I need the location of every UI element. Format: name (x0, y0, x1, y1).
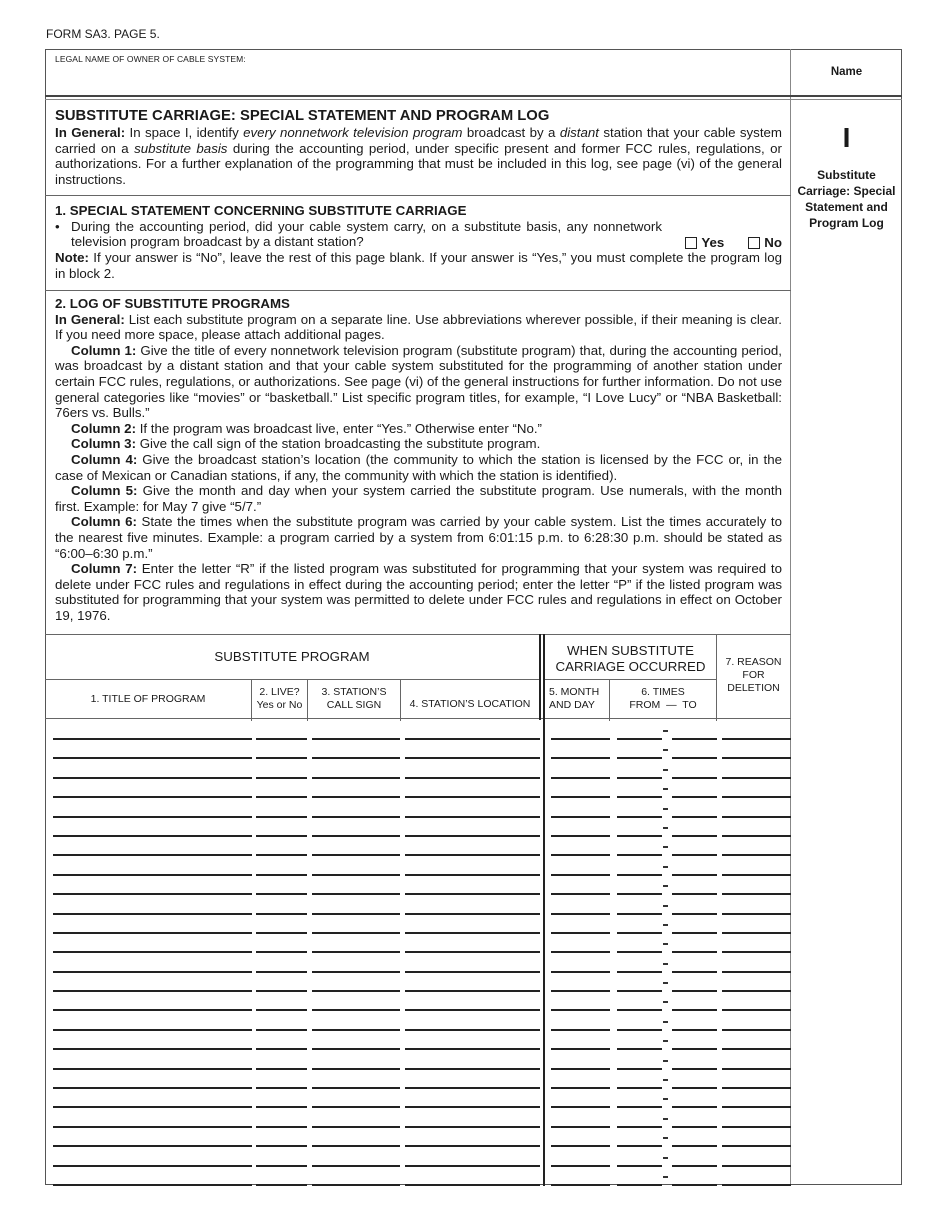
row-21-time-to-field[interactable] (672, 1126, 717, 1128)
row-23-location-field[interactable] (405, 1165, 540, 1167)
row-21-location-field[interactable] (405, 1126, 540, 1128)
row-14-reason-field[interactable] (722, 990, 791, 992)
row-7-call-sign-field[interactable] (312, 854, 400, 856)
intro-text: station that your cable system carried on a (55, 125, 782, 156)
row-16-month-day-field[interactable] (551, 1029, 610, 1031)
row-4-time-from-field[interactable] (617, 796, 662, 798)
row-13-month-day-field[interactable] (551, 971, 610, 973)
column-7-instruction (55, 561, 782, 623)
row-9-location-field[interactable] (405, 893, 540, 895)
row-5-time-to-field[interactable] (672, 816, 717, 818)
row-16-live-field[interactable] (256, 1029, 307, 1031)
row-3-location-field[interactable] (405, 777, 540, 779)
section-1-question (55, 219, 782, 250)
row-9-time-to-field[interactable] (672, 893, 717, 895)
row-19-reason-field[interactable] (722, 1087, 791, 1089)
time-dash-icon (663, 1001, 668, 1003)
row-14-title-field[interactable] (53, 990, 252, 992)
row-9-live-field[interactable] (256, 893, 307, 895)
row-20-location-field[interactable] (405, 1106, 540, 1108)
time-dash-icon (663, 846, 668, 848)
row-15-title-field[interactable] (53, 1009, 252, 1011)
row-24-live-field[interactable] (256, 1184, 307, 1186)
instruction-lead: Column 2: (71, 420, 137, 436)
row-18-time-to-field[interactable] (672, 1068, 717, 1070)
header-divider-thin (45, 99, 902, 100)
time-dash-icon (663, 749, 668, 751)
time-dash-icon (663, 1098, 668, 1100)
row-15-call-sign-field[interactable] (312, 1009, 400, 1011)
row-6-location-field[interactable] (405, 835, 540, 837)
row-24-time-from-field[interactable] (617, 1184, 662, 1186)
row-7-title-field[interactable] (53, 854, 252, 856)
row-20-month-day-field[interactable] (551, 1106, 610, 1108)
row-6-time-to-field[interactable] (672, 835, 717, 837)
row-20-time-to-field[interactable] (672, 1106, 717, 1108)
time-dash-icon (663, 808, 668, 810)
row-4-live-field[interactable] (256, 796, 307, 798)
row-2-reason-field[interactable] (722, 757, 791, 759)
row-17-call-sign-field[interactable] (312, 1048, 400, 1050)
row-14-call-sign-field[interactable] (312, 990, 400, 992)
col-call-line: 3. STATION’S (321, 686, 387, 698)
row-1-reason-field[interactable] (722, 738, 791, 740)
bullet-icon: • (55, 218, 60, 234)
row-13-call-sign-field[interactable] (312, 971, 400, 973)
row-2-title-field[interactable] (53, 757, 252, 759)
row-8-reason-field[interactable] (722, 874, 791, 876)
row-24-location-field[interactable] (405, 1184, 540, 1186)
row-7-location-field[interactable] (405, 854, 540, 856)
row-4-call-sign-field[interactable] (312, 796, 400, 798)
yes-checkbox[interactable] (685, 237, 697, 249)
row-17-live-field[interactable] (256, 1048, 307, 1050)
time-dash-icon (663, 827, 668, 829)
row-8-month-day-field[interactable] (551, 874, 610, 876)
page-title: SUBSTITUTE CARRIAGE: SPECIAL STATEMENT AND PROGRAM LOG (55, 108, 550, 124)
row-8-time-from-field[interactable] (617, 874, 662, 876)
row-22-title-field[interactable] (53, 1145, 252, 1147)
row-5-title-field[interactable] (53, 816, 252, 818)
row-23-title-field[interactable] (53, 1165, 252, 1167)
row-24-title-field[interactable] (53, 1184, 252, 1186)
row-13-reason-field[interactable] (722, 971, 791, 973)
row-23-reason-field[interactable] (722, 1165, 791, 1167)
yes-label: Yes (701, 234, 725, 250)
row-17-location-field[interactable] (405, 1048, 540, 1050)
row-22-location-field[interactable] (405, 1145, 540, 1147)
col-reason-line: 7. REASON (725, 656, 782, 668)
row-14-live-field[interactable] (256, 990, 307, 992)
row-14-time-from-field[interactable] (617, 990, 662, 992)
row-9-time-from-field[interactable] (617, 893, 662, 895)
row-1-time-from-field[interactable] (617, 738, 662, 740)
row-1-time-to-field[interactable] (672, 738, 717, 740)
row-24-call-sign-field[interactable] (312, 1184, 400, 1186)
row-2-time-to-field[interactable] (672, 757, 717, 759)
row-18-reason-field[interactable] (722, 1068, 791, 1070)
row-5-month-day-field[interactable] (551, 816, 610, 818)
row-12-reason-field[interactable] (722, 951, 791, 953)
intro-emphasis: substitute basis (134, 140, 228, 156)
row-15-live-field[interactable] (256, 1009, 307, 1011)
row-16-reason-field[interactable] (722, 1029, 791, 1031)
col-double-divider-b (543, 634, 545, 1186)
row-8-live-field[interactable] (256, 874, 307, 876)
time-dash-icon (663, 1157, 668, 1159)
row-11-title-field[interactable] (53, 932, 252, 934)
row-16-title-field[interactable] (53, 1029, 252, 1031)
row-10-time-to-field[interactable] (672, 913, 717, 915)
col-double-divider-a (539, 634, 541, 720)
section-1 (55, 203, 782, 282)
row-15-month-day-field[interactable] (551, 1009, 610, 1011)
section-2-general (55, 312, 782, 343)
column-2-instruction (55, 421, 782, 437)
instruction-lead: Column 4: (71, 451, 138, 467)
intro-text: broadcast by a (462, 125, 560, 140)
col-times-line: 6. TIMES (641, 686, 685, 698)
row-15-reason-field[interactable] (722, 1009, 791, 1011)
row-8-title-field[interactable] (53, 874, 252, 876)
instruction-text: If the program was broadcast live, enter “Yes.” Otherwise enter “No.” (136, 420, 542, 436)
row-3-time-from-field[interactable] (617, 777, 662, 779)
row-7-time-to-field[interactable] (672, 854, 717, 856)
row-15-location-field[interactable] (405, 1009, 540, 1011)
row-17-title-field[interactable] (53, 1048, 252, 1050)
row-3-live-field[interactable] (256, 777, 307, 779)
row-4-reason-field[interactable] (722, 796, 791, 798)
note-lead: Note: (55, 250, 89, 266)
row-19-location-field[interactable] (405, 1087, 540, 1089)
row-24-time-to-field[interactable] (672, 1184, 717, 1186)
row-14-month-day-field[interactable] (551, 990, 610, 992)
section-divider (45, 195, 791, 196)
row-13-time-to-field[interactable] (672, 971, 717, 973)
instruction-lead: Column 6: (71, 514, 137, 530)
row-14-time-to-field[interactable] (672, 990, 717, 992)
row-2-location-field[interactable] (405, 757, 540, 759)
row-13-live-field[interactable] (256, 971, 307, 973)
row-18-title-field[interactable] (53, 1068, 252, 1070)
row-10-call-sign-field[interactable] (312, 913, 400, 915)
row-8-call-sign-field[interactable] (312, 874, 400, 876)
row-4-time-to-field[interactable] (672, 796, 717, 798)
time-dash-icon (663, 788, 668, 790)
row-7-time-from-field[interactable] (617, 854, 662, 856)
col-live-line: 2. LIVE? (259, 686, 300, 698)
time-dash-icon (663, 1137, 668, 1139)
group-substitute-program: SUBSTITUTE PROGRAM (214, 649, 370, 664)
intro-lead: In General: (55, 125, 126, 140)
col-live-line: Yes or No (256, 699, 303, 711)
row-10-time-from-field[interactable] (617, 913, 662, 915)
row-9-call-sign-field[interactable] (312, 893, 400, 895)
row-17-month-day-field[interactable] (551, 1048, 610, 1050)
row-1-title-field[interactable] (53, 738, 252, 740)
instruction-text: Enter the letter “R” if the listed program was substituted for programming that your system was required to delete under FCC rules and regulations in effect during the accounting period; enter the letter “P” if the listed program was substituted for programming that your system was permitted to delete under FCC rules and regulations in effect on October 19, 1976. (55, 561, 782, 623)
row-22-reason-field[interactable] (722, 1145, 791, 1147)
section-2 (55, 296, 782, 623)
general-text: List each substitute program on a separate line. Use abbreviations wherever possible, if their meaning is clear. If you need more space, please attach additional pages. (55, 311, 782, 343)
time-dash-icon (663, 1060, 668, 1062)
row-17-time-from-field[interactable] (617, 1048, 662, 1050)
row-5-call-sign-field[interactable] (312, 816, 400, 818)
row-6-title-field[interactable] (53, 835, 252, 837)
intro-emphasis: distant (559, 125, 599, 140)
row-10-reason-field[interactable] (722, 913, 791, 915)
table-header-bottom (45, 718, 791, 719)
intro-section (55, 108, 782, 187)
row-15-time-to-field[interactable] (672, 1009, 717, 1011)
col-reason-line: FOR (742, 669, 765, 681)
row-12-call-sign-field[interactable] (312, 951, 400, 953)
row-10-live-field[interactable] (256, 913, 307, 915)
row-12-time-from-field[interactable] (617, 951, 662, 953)
row-1-live-field[interactable] (256, 738, 307, 740)
row-12-live-field[interactable] (256, 951, 307, 953)
row-6-live-field[interactable] (256, 835, 307, 837)
time-dash-icon (663, 905, 668, 907)
col-title-header: 1. TITLE OF PROGRAM (90, 692, 206, 705)
row-3-title-field[interactable] (53, 777, 252, 779)
instruction-text: Give the broadcast station’s location (the community to which the station is licensed by the FCC or, in the case of Mexican or Canadian stations, if any, the community with which the station is identified). (55, 451, 782, 483)
row-5-location-field[interactable] (405, 816, 540, 818)
row-22-time-from-field[interactable] (617, 1145, 662, 1147)
col-call-sign-header (308, 680, 400, 718)
row-9-month-day-field[interactable] (551, 893, 610, 895)
row-18-time-from-field[interactable] (617, 1068, 662, 1070)
row-7-reason-field[interactable] (722, 854, 791, 856)
row-18-live-field[interactable] (256, 1068, 307, 1070)
instruction-text: Give the month and day when your system carried the substitute program. Use numerals, with the month first. Example: for May 7 give “5/7.” (55, 483, 782, 514)
row-19-time-to-field[interactable] (672, 1087, 717, 1089)
time-dash-icon (663, 1176, 668, 1178)
row-8-location-field[interactable] (405, 874, 540, 876)
row-13-title-field[interactable] (53, 971, 252, 973)
row-20-live-field[interactable] (256, 1106, 307, 1108)
row-5-live-field[interactable] (256, 816, 307, 818)
general-lead: In General: (55, 311, 125, 327)
row-24-month-day-field[interactable] (551, 1184, 610, 1186)
row-11-call-sign-field[interactable] (312, 932, 400, 934)
name-side-label: Name (830, 66, 863, 78)
no-checkbox[interactable] (748, 237, 760, 249)
instruction-lead: Column 3: (71, 436, 137, 452)
col-month-line: AND DAY (549, 699, 595, 711)
row-3-call-sign-field[interactable] (312, 777, 400, 779)
row-21-reason-field[interactable] (722, 1126, 791, 1128)
row-5-reason-field[interactable] (722, 816, 791, 818)
row-20-reason-field[interactable] (722, 1106, 791, 1108)
row-11-live-field[interactable] (256, 932, 307, 934)
col-live-header (252, 680, 307, 718)
section-1-note (55, 250, 782, 281)
row-1-call-sign-field[interactable] (312, 738, 400, 740)
header-divider (45, 95, 902, 97)
instruction-lead: Column 7: (71, 561, 138, 577)
time-dash-icon (663, 943, 668, 945)
no-label: No (764, 234, 782, 250)
row-21-time-from-field[interactable] (617, 1126, 662, 1128)
row-21-month-day-field[interactable] (551, 1126, 610, 1128)
row-3-reason-field[interactable] (722, 777, 791, 779)
row-20-title-field[interactable] (53, 1106, 252, 1108)
col-call-line: CALL SIGN (326, 699, 382, 711)
row-4-location-field[interactable] (405, 796, 540, 798)
col-reason-line: DELETION (727, 682, 780, 694)
col-reason-header (716, 656, 791, 695)
row-2-live-field[interactable] (256, 757, 307, 759)
row-4-month-day-field[interactable] (551, 796, 610, 798)
row-16-call-sign-field[interactable] (312, 1029, 400, 1031)
intro-emphasis: every nonnetwork television program (243, 125, 463, 140)
row-14-location-field[interactable] (405, 990, 540, 992)
row-11-time-to-field[interactable] (672, 932, 717, 934)
row-6-time-from-field[interactable] (617, 835, 662, 837)
row-20-call-sign-field[interactable] (312, 1106, 400, 1108)
row-3-month-day-field[interactable] (551, 777, 610, 779)
row-17-reason-field[interactable] (722, 1048, 791, 1050)
row-21-title-field[interactable] (53, 1126, 252, 1128)
row-8-time-to-field[interactable] (672, 874, 717, 876)
col-times-header (610, 680, 716, 718)
row-19-month-day-field[interactable] (551, 1087, 610, 1089)
intro-text: In space I, identify (125, 125, 244, 140)
row-1-month-day-field[interactable] (551, 738, 610, 740)
row-11-time-from-field[interactable] (617, 932, 662, 934)
row-10-month-day-field[interactable] (551, 913, 610, 915)
time-dash-icon (663, 963, 668, 965)
instruction-text: Give the title of every nonnetwork television program (substitute program) that, during the accounting period, was broadcast by a distant station and that your cable system substituted for the programming of another station under certain FCC rules, regulations, or authorizations. See page (vi) of the general instructions for further information. Do not use general categories like “movies” or “basketball.” List specific program titles, for example, “I Love Lucy” or “NBA Basketball: 76ers vs. Bulls.” (55, 342, 782, 421)
instruction-text: State the times when the substitute program was carried by your cable system. List the times accurately to the nearest five minutes. Example: a program carried by a system from 6:01:15 p.m. to 6:28:30 p.m. should be stated as “6:00–6:30 p.m.” (55, 514, 782, 561)
row-3-time-to-field[interactable] (672, 777, 717, 779)
time-dash-icon (663, 1021, 668, 1023)
time-dash-icon (663, 982, 668, 984)
row-11-reason-field[interactable] (722, 932, 791, 934)
row-24-reason-field[interactable] (722, 1184, 791, 1186)
row-18-month-day-field[interactable] (551, 1068, 610, 1070)
col-month-day-header (549, 680, 609, 718)
row-13-time-from-field[interactable] (617, 971, 662, 973)
row-7-month-day-field[interactable] (551, 854, 610, 856)
time-dash-icon (663, 1079, 668, 1081)
row-13-location-field[interactable] (405, 971, 540, 973)
row-6-call-sign-field[interactable] (312, 835, 400, 837)
form-page-label: FORM SA3. PAGE 5. (46, 27, 160, 41)
row-23-time-from-field[interactable] (617, 1165, 662, 1167)
col-location-header: 4. STATION’S LOCATION (409, 697, 531, 710)
row-23-call-sign-field[interactable] (312, 1165, 400, 1167)
column-1-instruction (55, 343, 782, 421)
row-16-location-field[interactable] (405, 1029, 540, 1031)
row-12-month-day-field[interactable] (551, 951, 610, 953)
row-11-location-field[interactable] (405, 932, 540, 934)
row-16-time-to-field[interactable] (672, 1029, 717, 1031)
column-3-instruction (55, 436, 782, 452)
row-21-call-sign-field[interactable] (312, 1126, 400, 1128)
intro-paragraph (55, 125, 782, 187)
row-12-location-field[interactable] (405, 951, 540, 953)
row-4-title-field[interactable] (53, 796, 252, 798)
row-19-live-field[interactable] (256, 1087, 307, 1089)
row-7-live-field[interactable] (256, 854, 307, 856)
row-2-month-day-field[interactable] (551, 757, 610, 759)
column-6-instruction (55, 514, 782, 561)
row-22-month-day-field[interactable] (551, 1145, 610, 1147)
instruction-text: Give the call sign of the station broadcasting the substitute program. (136, 436, 541, 452)
column-5-instruction (55, 483, 782, 514)
row-19-time-from-field[interactable] (617, 1087, 662, 1089)
time-dash-icon (663, 885, 668, 887)
row-20-time-from-field[interactable] (617, 1106, 662, 1108)
row-1-location-field[interactable] (405, 738, 540, 740)
instruction-lead: Column 5: (71, 483, 138, 499)
row-19-call-sign-field[interactable] (312, 1087, 400, 1089)
column-4-instruction (55, 452, 782, 483)
space-title: Substitute Carriage: Special Statement and Program Log (797, 168, 896, 230)
row-18-location-field[interactable] (405, 1068, 540, 1070)
row-17-time-to-field[interactable] (672, 1048, 717, 1050)
row-22-live-field[interactable] (256, 1145, 307, 1147)
row-16-time-from-field[interactable] (617, 1029, 662, 1031)
col-times-line: FROM — TO (629, 699, 697, 711)
section-1-title: 1. SPECIAL STATEMENT CONCERNING SUBSTITUTE CARRIAGE (55, 203, 467, 218)
row-2-time-from-field[interactable] (617, 757, 662, 759)
time-dash-icon (663, 924, 668, 926)
time-dash-icon (663, 769, 668, 771)
space-letter: I (842, 122, 851, 153)
question-text: During the accounting period, did your cable system carry, on a substitute basis, any nonnetwork television program broadcast by a distant station? (71, 218, 662, 250)
row-23-time-to-field[interactable] (672, 1165, 717, 1167)
row-18-call-sign-field[interactable] (312, 1068, 400, 1070)
row-9-reason-field[interactable] (722, 893, 791, 895)
row-19-title-field[interactable] (53, 1087, 252, 1089)
row-23-month-day-field[interactable] (551, 1165, 610, 1167)
row-2-call-sign-field[interactable] (312, 757, 400, 759)
owner-name-label: LEGAL NAME OF OWNER OF CABLE SYSTEM: (55, 54, 246, 64)
row-10-title-field[interactable] (53, 913, 252, 915)
row-6-month-day-field[interactable] (551, 835, 610, 837)
note-text: If your answer is “No”, leave the rest of this page blank. If your answer is “Yes,” you must complete the program log in block 2. (55, 250, 782, 281)
row-12-title-field[interactable] (53, 951, 252, 953)
intro-text: during the accounting period, under specific present and former FCC rules, regulations, or authorizations. For a further explanation of the programming that must be included in this log, see page (vi) of the general instructions. (55, 140, 782, 187)
owner-name-field[interactable] (46, 50, 790, 95)
time-dash-icon (663, 866, 668, 868)
row-23-live-field[interactable] (256, 1165, 307, 1167)
row-5-time-from-field[interactable] (617, 816, 662, 818)
time-dash-icon (663, 1118, 668, 1120)
section-divider (45, 290, 791, 291)
col-month-line: 5. MONTH (549, 686, 600, 698)
row-12-time-to-field[interactable] (672, 951, 717, 953)
row-6-reason-field[interactable] (722, 835, 791, 837)
row-22-time-to-field[interactable] (672, 1145, 717, 1147)
row-15-time-from-field[interactable] (617, 1009, 662, 1011)
instruction-lead: Column 1: (71, 342, 137, 358)
row-21-live-field[interactable] (256, 1126, 307, 1128)
time-dash-icon (663, 1040, 668, 1042)
row-11-month-day-field[interactable] (551, 932, 610, 934)
group-when-carriage: WHEN SUBSTITUTE CARRIAGE OCCURRED (555, 643, 706, 674)
row-10-location-field[interactable] (405, 913, 540, 915)
section-2-title: 2. LOG OF SUBSTITUTE PROGRAMS (55, 296, 290, 311)
row-9-title-field[interactable] (53, 893, 252, 895)
time-dash-icon (663, 730, 668, 732)
row-22-call-sign-field[interactable] (312, 1145, 400, 1147)
